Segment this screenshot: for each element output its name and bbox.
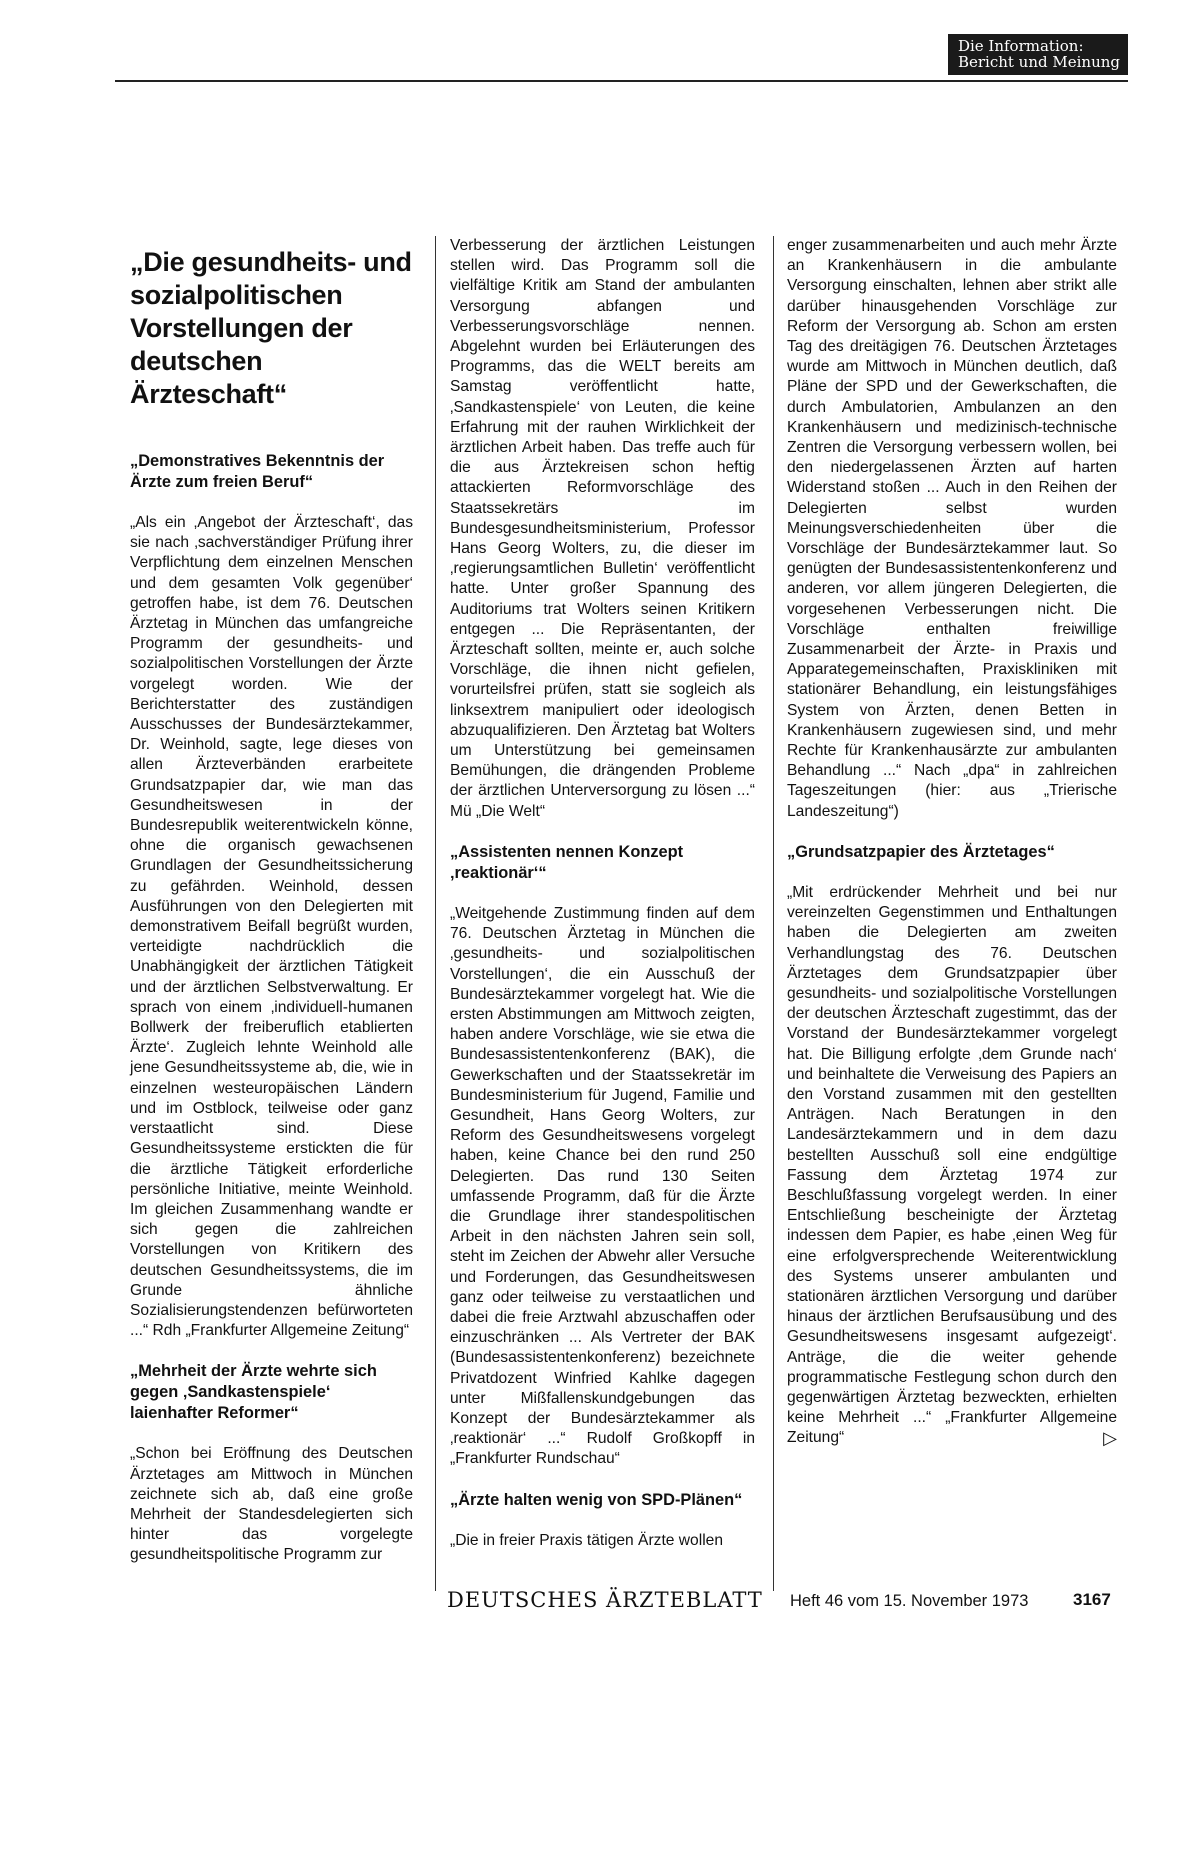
section-heading: „Ärzte halten wenig von SPD-Plänen“ bbox=[450, 1490, 743, 1509]
header-rule bbox=[115, 80, 1128, 82]
article-paragraph: Verbesserung der ärztlichen Leistungen stellen wird. Das Programm soll die vielfältige Kritik am Stand der ambulanten Versorgung abfangen und Verbesserungsvorschläge nennen. Abgelehnt wurden bei Erläuterungen des Programms, das die WELT bereits am Samstag veröffentlicht hatte, ‚Sandkastenspiele‘ von Leuten, die keine Erfahrung mit der rauhen Wirklichkeit der ärztlichen Arbeit haben. Das treffe auch für die aus Ärztekreisen schon heftig attackierten Reformvorschläge des Staatssekretärs im Bundesgesundheitsministerium, Professor Hans Georg Wolters, zu, die dieser im ‚regierungsamtlichen Bulletin‘ veröffentlicht hatte. Unter großer Spannung des Auditoriums trat Wolters seinen Kritikern entgegen ... Die Repräsentanten, der Ärzteschaft sollten, meinte er, auch solche Vorschläge, die ihnen nicht gefielen, vorurteilsfrei prüfen, statt sie sogleich als linksextrem manipuliert oder ideologisch abzuqualifizieren. Den Ärztetag bat Wolters um Unterstützung bei gemeinsamen Bemühungen, die drängenden Probleme der ärztlichen Unterversorgung zu lösen ...“ Mü „Die Welt“ bbox=[450, 237, 755, 820]
flow-part-3 bbox=[787, 236, 1117, 1449]
article-paragraph: enger zusammenarbeiten und auch mehr Ärzte an Krankenhäusern in die ambulante Versorgung einschalten, lehnen aber strikt alle darüber hinausgehenden Vorschläge zur Reform der Versorgung ab. Schon am ersten Tag des dreitägigen 76. Deutschen Ärztetages wurde am Mittwoch in München deutlich, daß Pläne der SPD und der Gewerkschaften, die durch Ambulatorien, Ambulanzen an den Krankenhäusern und medizinisch-technische Zentren die Versorgung verbessern wollen, bei den niedergelassenen Ärzten auf harten Widerstand stoßen ... Auch in den Reihen der Delegierten selbst wurden Meinungsverschiedenheiten über die Vorschläge der Bundesärztekammer laut. So genügten der Bundesassistentenkonferenz und anderen, vor allem jüngeren Delegierten, die vorgesehenen Verbesserungen nicht. Die Vorschläge enthalten freiwillige Zusammenarbeit der Ärzte- in Praxis und Apparategemeinschaften, Praxiskliniken mit stationärer Behandlung, ein leistungsfähiges System von Ärzten, denen Betten in Krankenhäusern zugewiesen sind, und mehr Rechte für Krankenhausärzte zur ambulanten Behandlung ...“ Nach „dpa“ in zahlreichen Tageszeitungen (hier: aus „Trierische Landeszeitung“) bbox=[787, 237, 1117, 820]
section-heading: „Mehrheit der Ärzte wehrte sich gegen ‚Sandkastenspiele‘ laienhafter Reformer“ bbox=[130, 1362, 377, 1423]
flow-part-2 bbox=[450, 236, 755, 1551]
page-number: 3167 bbox=[1073, 1590, 1111, 1609]
section-badge bbox=[948, 34, 1128, 75]
section-label-line1: Die Information: bbox=[957, 37, 1084, 55]
article-paragraph: „Die in freier Praxis tätigen Ärzte wollen bbox=[450, 1531, 723, 1549]
flow-part-1 bbox=[130, 451, 413, 1566]
article-paragraph: „Weitgehende Zustimmung finden auf dem 76. Deutschen Ärztetag in München die ‚gesundheits- und sozialpolitischen Vorstellungen‘, die ein Ausschuß der Bundesärztekammer vorgelegt hat. Wie die ersten Abstimmungen am Mittwoch zeigten, haben andere Vorschläge, wie sie etwa die Bundesassistentenkonferenz (BAK), die Gewerkschaften und der Staatssekretär im Bundesministerium für Jugend, Familie und Gesundheit, Hans Georg Wolters, zur Reform des Gesundheitswesens vorgelegt haben, keine Chance bei den rund 250 Delegierten. Das rund 130 Seiten umfassende Programm, daß für die Ärzte die Grundlage ihrer standespolitischen Arbeit in den nächsten Jahren sein soll, steht im Zeichen der Abwehr aller Versuche und Forderungen, das Gesundheitswesen ganz oder teilweise zu verstaatlichen und dabei die freie Arztwahl abzuschaffen oder einzuschränken ... Als Vertreter der BAK (Bundesassistentenkonferenz) bezeichnete Privatdozent Winfried Kahlke dagegen unter Mißfallenskundgebungen das Konzept der Bundesärztekammer als ‚reaktionär‘ ...“ Rudolf Großkopff in „Frankfurter Rundschau“ bbox=[450, 904, 755, 1468]
issue-info: Heft 46 vom 15. November 1973 bbox=[790, 1592, 1029, 1610]
article-title: „Die gesundheits- und sozialpolitischen Vorstellungen der deutschen Ärzteschaft“ bbox=[130, 247, 412, 409]
section-heading: „Demonstratives Bekenntnis der Ärzte zum freien Beruf“ bbox=[130, 452, 385, 491]
section-heading: „Grundsatzpapier des Ärztetages“ bbox=[787, 842, 1055, 861]
section-label-line2: Bericht und Meinung bbox=[957, 53, 1120, 71]
masthead: DEUTSCHES ÄRZTEBLATT bbox=[447, 1588, 763, 1612]
paragraph-text: „Mit erdrückender Mehrheit und bei nur vereinzelten Gegenstimmen und Enthaltungen haben die Delegierten am zweiten Verhandlungstag des 76. Deutschen Ärztetages dem Grundsatzpapier über gesundheits- und sozialpolitische Vorstellungen der deutschen Ärzteschaft zugestimmt, das der Vorstand der Bundesärztekammer vorgelegt hat. Die Billigung erfolgte ‚dem Grunde nach‘ und beinhaltete die Verweisung des Papiers an den Vorstand zusammen mit den gestellten Anträgen. Nach Beratungen in den Landesärztekammern und in dem dazu bestellten Ausschuß soll eine endgültige Fassung dem Ärztetag 1974 zur Beschlußfassung vorgelegt werden. In einer Entschließung bescheinigte der Ärztetag indessen dem Papier, es habe ‚einen Weg für eine erfolgversprechende Weiterentwicklung des Systems unserer ambulanten und stationären ärztlichen Versorgung und darüber hinaus der ärztlichen Berufsausübung und des Gesundheitswesens insgesamt aufgezeigt‘. Anträge, die die weiter gehende programmatische Festlegung schon durch den gegenwärtigen Ärztetag bezweckten, erhielten keine Mehrheit ...“ „Frankfurter Allgemeine Zeitung“ bbox=[787, 883, 1117, 1447]
article-paragraph: „Schon bei Eröffnung des Deutschen Ärztetages am Mittwoch in München zeichnete sich ab, daß eine große Mehrheit der Standesdelegierten sich hinter das vorgelegte gesundheitspolitische Programm zur bbox=[130, 1445, 413, 1564]
section-heading: „Assistenten nennen Konzept ‚reaktionär‘“ bbox=[450, 842, 684, 882]
article-paragraph: „Als ein ‚Angebot der Ärzteschaft‘, das sie nach ‚sachverständiger Prüfung ihrer Verpflichtung dem einzelnen Menschen und dem gesamten Volk gegenüber‘ getroffen habe, ist dem 76. Deutschen Ärztetag in München das umfangreiche Programm der gesundheits- und sozialpolitischen Vorstellungen der Ärzte vorgelegt worden. Wie der Berichterstatter des zuständigen Ausschusses der Bundesärztekammer, Dr. Weinhold, sagte, lege dieses von allen Ärzteverbänden erarbeitete Grundsatzpapier dar, wie man das Gesundheitswesen in der Bundesrepublik weiterentwickeln könne, ohne die organisch gewachsenen Grundlagen der Gesundheitssicherung zu gefährden. Weinhold, dessen Ausführungen von den Delegierten mit demonstrativem Beifall begrüßt wurden, verteidigte nachdrücklich die Unabhängigkeit der ärztlichen Tätigkeit und der ärztlichen Selbstverwaltung. Er sprach von einem ‚individuell-humanen Bollwerk der freiberuflich etablierten Ärzte‘. Zugleich lehnte Weinhold alle jene Gesundheitssysteme ab, die, wie in einzelnen westeuropäischen Ländern und im Ostblock, teilweise oder ganz verstaatlicht sind. Diese Gesundheitssysteme erstickten die für die ärztliche Tätigkeit erforderliche persönliche Initiative, meinte Weinhold. Im gleichen Zusammenhang wandte er sich gegen die zahlreichen Vorstellungen von Kritikern des deutschen Gesundheitssystems, die im Grunde ähnliche Sozialisierungstendenzen befürworteten ...“ Rdh „Frankfurter Allgemeine Zeitung“ bbox=[130, 514, 413, 1340]
column-divider bbox=[435, 236, 436, 1591]
column-divider bbox=[773, 236, 774, 1591]
article-paragraph bbox=[787, 883, 1117, 1449]
continue-arrow-icon: ▷ bbox=[1103, 1428, 1117, 1449]
text-column-1 bbox=[130, 246, 413, 1856]
